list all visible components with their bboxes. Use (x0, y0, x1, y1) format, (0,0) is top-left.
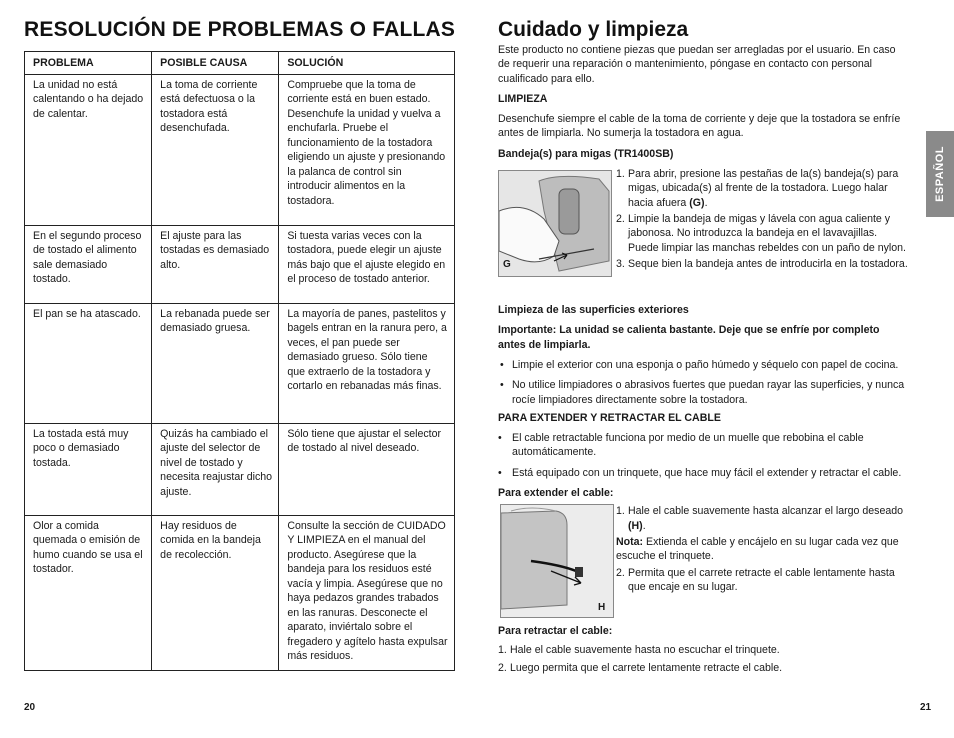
table-row (25, 303, 455, 423)
column-header-problem: PROBLEMA (25, 52, 152, 75)
cable-heading: PARA EXTENDER Y RETRACTAR EL CABLE (498, 411, 721, 424)
list-item: • El cable retractable funciona por medio de un muelle que rebobina el cable automáticamente. (498, 432, 864, 459)
crumb-tray-steps (616, 167, 910, 271)
table-cell: El ajuste para las tostadas es demasiado alto. (152, 225, 279, 303)
toaster-crumb-tray-image (499, 171, 611, 276)
crumb-tray-heading: Bandeja(s) para migas (TR1400SB) (498, 147, 674, 160)
list-item: 1. Para abrir, presione las pestañas de la(s) bandeja(s) para migas, ubicada(s) al frente de la tostadora. Luego halar hacia afuera (G). (616, 168, 899, 209)
table-cell: En el segundo proceso de tostado el alimento sale demasiado tostado. (25, 225, 152, 303)
table-cell: La toma de corriente está defectuosa o la tostadora está desenchufada. (152, 74, 279, 225)
column-header-solution: SOLUCIÓN (279, 52, 455, 75)
page-number-right: 21 (920, 702, 932, 713)
toaster-cable-image (501, 505, 613, 617)
table-cell: La tostada está muy poco o demasiado tostada. (25, 423, 152, 515)
table-row (25, 74, 455, 225)
list-item: • No utilice limpiadores o abrasivos fuertes que puedan rayar las superficies, y nunca rocíe limpiadores directamente sobre la tostadora. (500, 379, 905, 406)
care-cleaning-section (498, 43, 910, 675)
page-number-left: 20 (24, 702, 36, 713)
list-item: 2. Luego permita que el carrete lentamente retracte el cable. (498, 661, 783, 674)
list-item: 1. Hale el cable suavemente hasta no escuchar el trinquete. (498, 643, 780, 656)
list-item: 2. Limpie la bandeja de migas y lávela con agua caliente y jabonosa. No introduzca la bandeja en el lavavajillas. Puede limpiar las manchas rebeldes con un paño de nylon. (616, 212, 906, 254)
table-cell: Quizás ha cambiado el ajuste del selector de nivel de tostado y necesita reajustar dicho ajuste. (152, 423, 279, 515)
table-row (25, 225, 455, 303)
cable-illustration (500, 504, 614, 618)
table-row (25, 515, 455, 670)
limpieza-paragraph: Desenchufe siempre el cable de la toma de corriente y deje que la tostadora se enfríe antes de limpiarla. No sumerja la tostadora en agua. (498, 113, 901, 140)
note-text: Nota: Extienda el cable y encájelo en su lugar cada vez que escuche el trinquete. (616, 535, 899, 563)
list-item: 3. Seque bien la bandeja antes de introducirla en la tostadora. (616, 257, 908, 270)
table-cell: La mayoría de panes, pastelitos y bagels entran en la ranura pero, a veces, el pan puede ser demasiado grueso. Sólo tiene que extraerlo de la tostadora y cortarlo en rebanadas más finas. (279, 303, 455, 423)
table-cell: Consulte la sección de CUIDADO Y LIMPIEZA en el manual del producto. Asegúrese que la bandeja para los residuos esté vacía y limpia. Asegúrese que no haya pedazos grandes trabados en las ranuras. Desconecte el aparato, inviértalo sobre el fregadero y agítelo hasta expulsar más residuos. (279, 515, 455, 670)
table-cell: Si tuesta varias veces con la tostadora, puede elegir un ajuste más bajo que el ajuste elegido en el proceso de tostado anterior. (279, 225, 455, 303)
list-item: 2. Permita que el carrete retracte el cable lentamente hasta que encaje en su lugar. (616, 566, 895, 593)
limpieza-heading: LIMPIEZA (498, 92, 548, 105)
language-tab-label: ESPAÑOL (934, 146, 946, 202)
extend-cable-block (498, 504, 910, 624)
table-row (25, 423, 455, 515)
column-header-cause: POSIBLE CAUSA (152, 52, 279, 75)
list-item: • Está equipado con un trinquete, que hace muy fácil el extender y retractar el cable. (498, 466, 902, 479)
table-cell: La rebanada puede ser demasiado gruesa. (152, 303, 279, 423)
list-item: • Limpie el exterior con una esponja o paño húmedo y séquelo con papel de cocina. (500, 358, 899, 371)
page-title-care-cleaning: Cuidado y limpieza (498, 18, 689, 41)
table-cell: Compruebe que la toma de corriente está en buen estado. Desenchufe la unidad y vuelva a enchufarla. Pruebe el funcionamiento de la tostadora eligiendo un ajuste y presionando la palanca de control sin introducir alimentos en la tostadora. (279, 74, 455, 225)
table-cell: El pan se ha atascado. (25, 303, 152, 423)
extend-cable-steps (616, 504, 910, 594)
troubleshooting-table (24, 51, 455, 671)
retract-cable-heading: Para retractar el cable: (498, 625, 613, 638)
list-item: 1. Hale el cable suavemente hasta alcanzar el largo deseado (H). (616, 505, 904, 532)
crumb-tray-illustration (498, 170, 612, 277)
crumb-tray-block (498, 167, 910, 303)
table-cell: Hay residuos de comida en la bandeja de recolección. (152, 515, 279, 670)
table-header-row (25, 52, 455, 75)
extend-cable-heading: Para extender el cable: (498, 487, 614, 500)
language-tab (926, 131, 954, 217)
table-cell: Sólo tiene que ajustar el selector de tostado al nivel deseado. (279, 423, 455, 515)
figure-label-h: H (598, 602, 606, 614)
exterior-important: Importante: La unidad se calienta bastante. Deje que se enfríe por completo antes de limpiarla. (498, 324, 880, 351)
exterior-heading: Limpieza de las superficies exteriores (498, 304, 689, 317)
page-title-troubleshooting: RESOLUCIÓN DE PROBLEMAS O FALLAS (24, 18, 456, 41)
intro-paragraph: Este producto no contiene piezas que puedan ser arregladas por el usuario. En caso de requerir una reparación o mantenimiento, póngase en contacto con personal cualificado para ello. (498, 44, 896, 85)
figure-label-g: G (503, 259, 511, 271)
table-cell: Olor a comida quemada o emisión de humo cuando se usa el tostador. (25, 515, 152, 670)
table-cell: La unidad no está calentando o ha dejado de calentar. (25, 74, 152, 225)
